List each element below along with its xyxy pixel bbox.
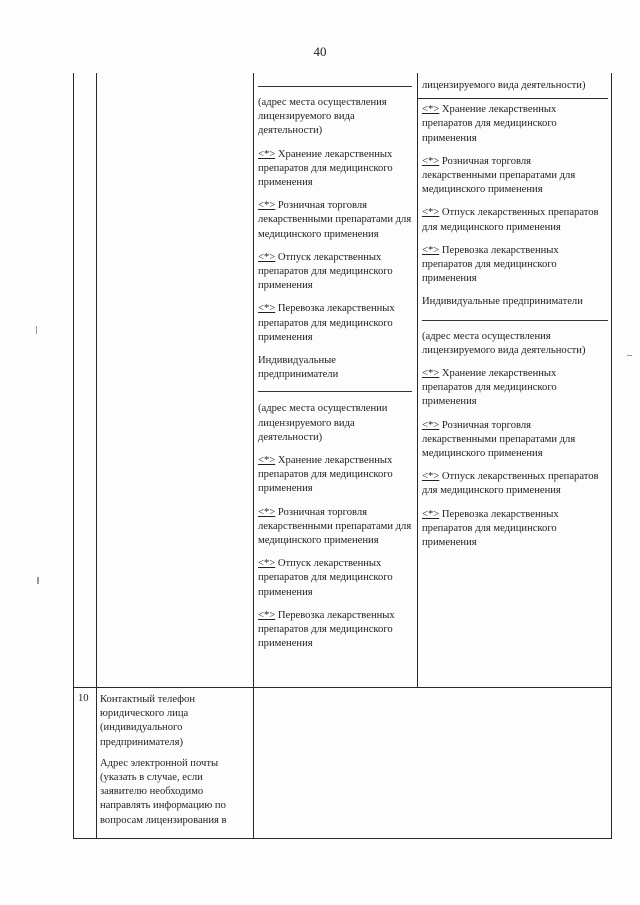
mark-ref: <*> (422, 368, 440, 380)
address-caption: (адрес места осуществления лицензируемого вида деятельности) (422, 330, 586, 356)
activity-text: Перевозка лекарственных препаратов для медицинского применения (422, 508, 559, 549)
activity-transport (422, 244, 608, 287)
activity-storage (422, 367, 608, 410)
mark-ref: <*> (258, 609, 276, 621)
scan-artifact (36, 326, 37, 334)
mark-ref: <*> (422, 244, 440, 256)
activity-dispensing (422, 206, 608, 234)
activity-text: Перевозка лекарственных препаратов для медицинского применения (258, 609, 395, 650)
activity-transport (258, 609, 412, 652)
activity-retail (422, 155, 608, 198)
activity-text: Отпуск лекарственных препаратов для медицинского применения (258, 251, 393, 292)
activity-text: Отпуск лекарственных препаратов для медицинского применения (422, 207, 599, 233)
activity-text: Розничная торговля лекарственными препаратами для медицинского применения (258, 506, 412, 547)
blank-line (422, 320, 608, 321)
row-10-label (100, 693, 250, 828)
mark-ref: <*> (258, 200, 276, 212)
mark-ref: <*> (258, 251, 276, 263)
mark-ref: <*> (422, 419, 440, 431)
table-divider-middle (417, 73, 418, 687)
value-column-2 (422, 79, 608, 559)
activity-storage (422, 103, 608, 146)
activity-text: Перевозка лекарственных препаратов для медицинского применения (258, 303, 395, 343)
address-caption: (адрес места осуществлении лицензируемого вида деятельности) (258, 403, 388, 443)
activity-transport (258, 302, 412, 345)
mark-ref: <*> (258, 303, 276, 315)
phone-label: Контактный телефон юридического лица (индивидуального предпринимателя) (100, 694, 195, 748)
activity-dispensing (258, 557, 412, 600)
activity-text: Хранение лекарственных препаратов для медицинского применения (258, 148, 393, 189)
table-divider-label-column (253, 73, 254, 839)
activity-text: Отпуск лекарственных препаратов для медицинского применения (422, 471, 599, 497)
activity-text: Розничная торговля лекарственными препаратами для медицинского применения (422, 155, 576, 196)
activity-text: Отпуск лекарственных препаратов для медицинского применения (258, 558, 393, 598)
table-border-bottom (73, 838, 612, 839)
row-number: 10 (78, 693, 89, 704)
activity-dispensing (258, 251, 412, 294)
email-label: Адрес электронной почты (указать в случае, если заявителю необходимо направлять информацию по вопросам лицензирования в (100, 757, 227, 826)
activity-retail (258, 506, 412, 549)
activity-text: Розничная торговля лекарственными препаратами для медицинского применения (258, 200, 412, 240)
activity-retail (258, 199, 412, 242)
activity-text: Хранение лекарственных препаратов для медицинского применения (422, 368, 557, 408)
activity-dispensing (422, 470, 608, 498)
mark-ref: <*> (422, 207, 440, 219)
activity-text: Хранение лекарственных препаратов для медицинского применения (258, 455, 393, 495)
activity-transport (422, 508, 608, 551)
activity-text: Хранение лекарственных препаратов для медицинского применения (422, 104, 557, 144)
activity-storage (258, 148, 412, 191)
fragment-underline (418, 98, 608, 99)
address-fragment: лицензируемого вида деятельности) (422, 80, 586, 91)
page-number: 40 (313, 44, 327, 59)
mark-ref: <*> (422, 104, 440, 116)
entrepreneurs-heading: Индивидуальные предприниматели (258, 355, 339, 381)
activity-text: Перевозка лекарственных препаратов для медицинского применения (422, 244, 559, 285)
mark-ref: <*> (422, 471, 440, 483)
scan-artifact (37, 577, 39, 584)
mark-ref: <*> (422, 508, 440, 520)
mark-ref: <*> (258, 455, 276, 467)
activity-text: Розничная торговля лекарственными препаратами для медицинского применения (422, 419, 576, 460)
activity-storage (258, 454, 412, 497)
table-row-divider (73, 687, 612, 688)
blank-line (258, 86, 412, 87)
mark-ref: <*> (258, 148, 276, 160)
entrepreneurs-heading: Индивидуальные предприниматели (422, 296, 583, 308)
scan-artifact (627, 355, 632, 356)
address-caption: (адрес места осуществления лицензируемого вида деятельности) (258, 97, 387, 137)
mark-ref: <*> (422, 155, 440, 167)
mark-ref: <*> (258, 558, 276, 570)
table-border-right (611, 73, 612, 839)
table-divider-number-column (96, 73, 97, 839)
mark-ref: <*> (258, 506, 276, 518)
activity-retail (422, 419, 608, 462)
table-border-left (73, 73, 74, 839)
value-column-1 (258, 86, 412, 661)
blank-line (258, 391, 412, 392)
